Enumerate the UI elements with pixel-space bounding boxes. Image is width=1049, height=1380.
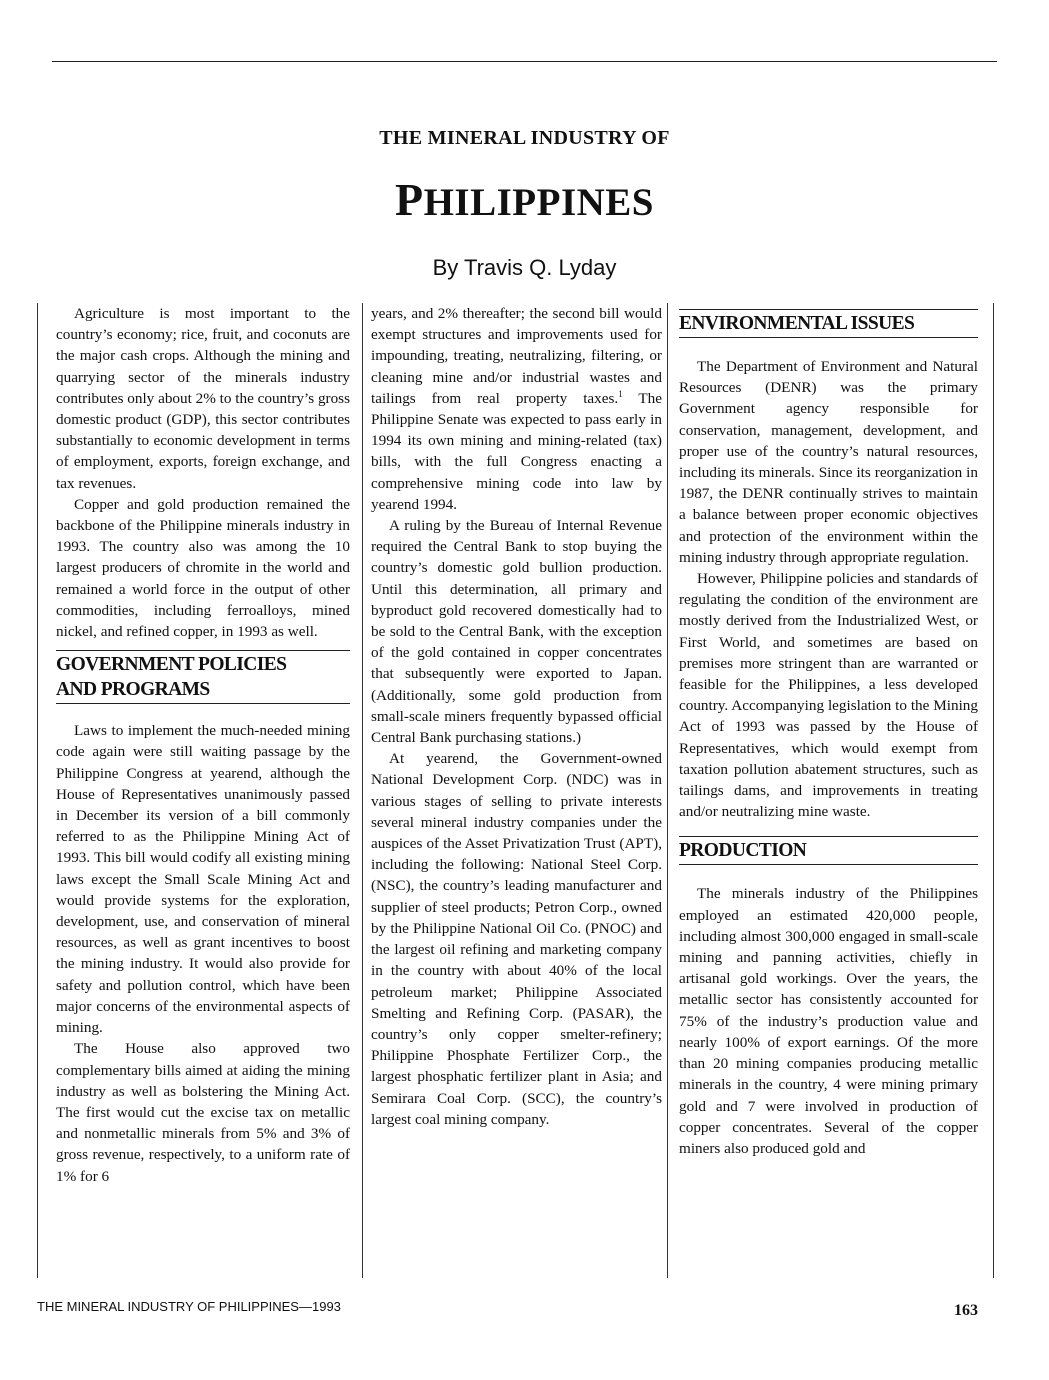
section-title-line-2: AND PROGRAMS bbox=[56, 679, 210, 701]
paragraph: However, Philippine policies and standards of regulating the condition of the environment are mostly derived from the Industrialized West, or First World, and sometimes are based on premises more stringent than are warranted or feasible for the Philippines, a less developed country. Accompanying legislation to the Mining Act of 1993 was passed by the House of Representatives, which would exempt from taxation pollution abatement structures, such as tailings dams, and improvements in treating and/or neutralizing mine waste. bbox=[679, 570, 978, 821]
section-rule bbox=[56, 703, 350, 704]
column-rule-far-right bbox=[993, 303, 994, 1278]
column-rule-middle bbox=[362, 303, 363, 1278]
paragraph: The minerals industry of the Philippines employed an estimated 420,000 people, including almost 300,000 engaged in small-scale mining and panning activities, chiefly in artisanal gold workings. Over the years, the metallic sector has consistently accounted for 75% of the industry’s production value and nearly 100% of export earnings. Of the more than 20 mining companies producing metallic minerals in the country, 4 were mining primary gold and 7 were involved in production of copper concentrates. Several of the copper miners also produced gold and bbox=[679, 885, 978, 1157]
title-initial: P bbox=[394, 174, 424, 225]
running-footer: THE MINERAL INDUSTRY OF PHILIPPINES—1993 bbox=[37, 1299, 341, 1314]
column-3 bbox=[679, 303, 978, 1159]
paragraph: The Department of Environment and Natural Resources (DENR) was the primary Government agency responsible for conservation, management, development, and proper use of the country’s natural resources, including its minerals. Since its reorganization in 1987, the DENR continually strives to maintain a balance between proper economic objectives and protection of the environment within the mining industry through appropriate regulation. bbox=[679, 358, 978, 566]
byline: By Travis Q. Lyday bbox=[432, 255, 617, 280]
section-heading-government bbox=[56, 650, 350, 704]
paragraph-text: The Philippine Senate was expected to pass early in 1994 its own mining and mining-related (tax) bills, with the full Congress enacting a comprehensive mining code into law by yearend 1994. bbox=[371, 389, 662, 513]
paragraph bbox=[371, 303, 662, 515]
paragraph: A ruling by the Bureau of Internal Revenue required the Central Bank to stop buying the country’s domestic gold bullion production. Until this determination, all primary and byproduct gold recovered domestically had to be sold to the Central Bank, with the exception of the gold contained in copper concentrates that subsequently were exported to Japan. (Additionally, some gold production from small-scale miners frequently bypassed official Central Bank purchasing stations.) bbox=[371, 517, 662, 747]
column-rule-left bbox=[37, 303, 38, 1278]
paragraph: The House also approved two complementary bills aimed at aiding the mining industry as well as bolstering the Mining Act. The first would cut the excise tax on metallic and nonmetallic minerals from 5% and 3% of gross revenue, respectively, to a uniform rate of 1% for 6 bbox=[56, 1040, 350, 1185]
column-1 bbox=[56, 303, 350, 1187]
page-number: 163 bbox=[954, 1302, 978, 1319]
column-2 bbox=[371, 303, 662, 1130]
section-title: ENVIRONMENTAL ISSUES bbox=[679, 313, 915, 334]
paragraph: Agriculture is most important to the country’s economy; rice, fruit, and coconuts are the major cash crops. Although the mining and quarrying sector of the minerals industry contributes only about 2% to the country’s gross domestic product (GDP), this sector contributes substantially to economic development in terms of employment, exports, foreign exchange, and tax revenues. bbox=[56, 305, 351, 492]
article-kicker: THE MINERAL INDUSTRY OF bbox=[379, 127, 670, 149]
paragraph: At yearend, the Government-owned National Development Corp. (NDC) was in various stages of selling to private interests several mineral industry companies under the auspices of the Asset Privatization Trust (APT), including the following: National Steel Corp. (NSC), the country’s leading manufacturer and supplier of steel products; Petron Corp., owned by the Philippine National Oil Co. (PNOC) and the largest oil refining and marketing company in the country with about 40% of the local petroleum market; Philippine Associated Smelting and Refining Corp. (PASAR), the country’s only copper smelter-refinery; Philippine Phosphate Fertilizer Corp., the largest phosphatic fertilizer plant in Asia; and Semirara Coal Corp. (SCC), the country’s largest coal mining company. bbox=[371, 750, 662, 1128]
title-rest: HILIPPINES bbox=[423, 181, 654, 224]
section-rule bbox=[679, 864, 978, 865]
paragraph: Copper and gold production remained the backbone of the Philippine minerals industry in 1993. The country also was among the 10 largest producers of chromite in the world and remained a world force in the output of other commodities, including ferroalloys, mined nickel, and refined copper, in 1993 as well. bbox=[56, 495, 350, 641]
section-rule bbox=[679, 337, 978, 338]
section-heading-production bbox=[679, 836, 978, 865]
section-title: PRODUCTION bbox=[679, 840, 807, 862]
section-title-line-1: GOVERNMENT POLICIES bbox=[56, 654, 287, 676]
footnote-mark: 1 bbox=[618, 388, 623, 399]
article-title bbox=[0, 173, 1049, 226]
paragraph-text: years, and 2% thereafter; the second bill would exempt structures and improvements used for impounding, treating, neutralizing, filtering, or cleaning mine and/or industrial wastes and tailings from real property taxes. bbox=[371, 305, 662, 407]
column-rule-right bbox=[667, 303, 668, 1278]
top-rule bbox=[52, 61, 997, 62]
section-heading-environmental bbox=[679, 309, 978, 338]
paragraph: Laws to implement the much-needed mining code again were still waiting passage by the Philippine Congress at yearend, although the House of Representatives unanimously passed in December its version of a bill commonly referred to as the Philippine Mining Act of 1993. This bill would codify all existing mining laws except the Small Scale Mining Act and would provide systems for the exploration, development, use, and conservation of mineral resources, as well as grant incentives to boost the mining industry. It would also provide for safety and pollution control, which have been major concerns of the environmental aspects of mining. bbox=[56, 722, 350, 1037]
